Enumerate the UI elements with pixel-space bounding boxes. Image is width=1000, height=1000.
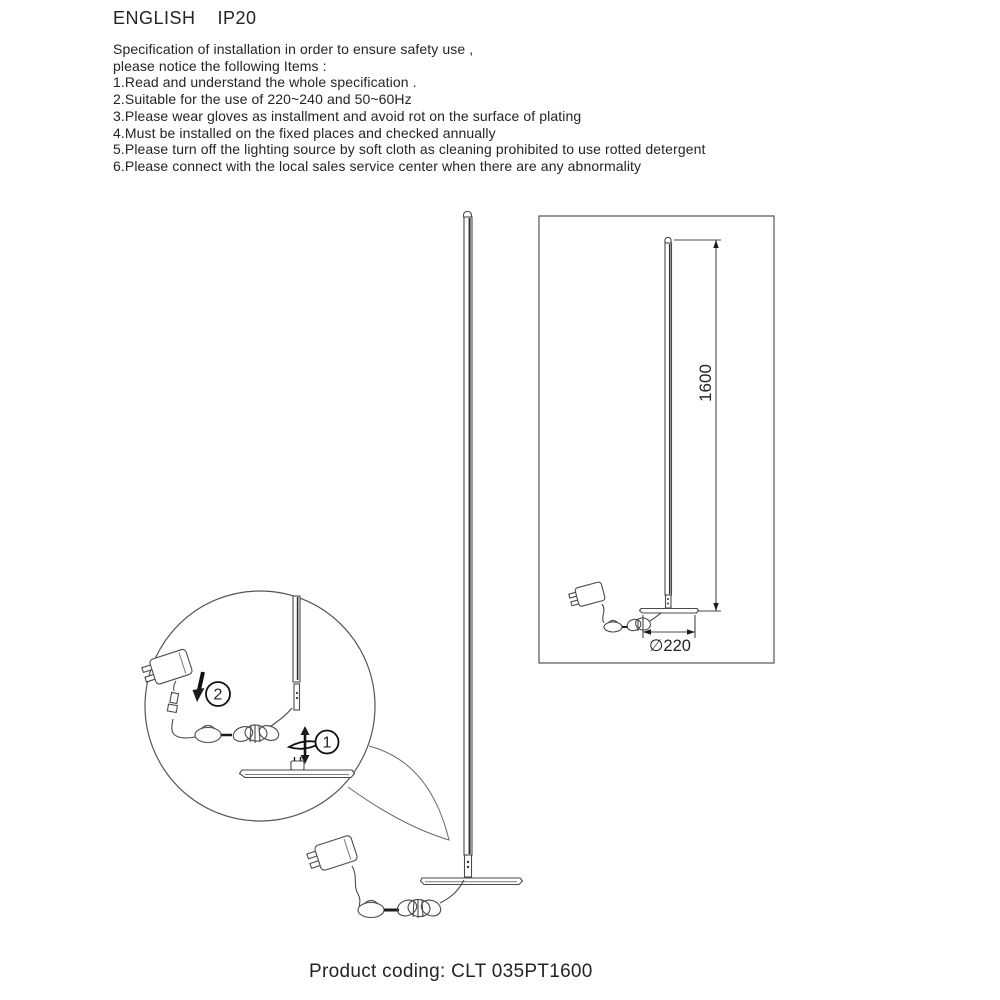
step-2-number: 2: [213, 686, 223, 704]
spec-item-6: 6.Please connect with the local sales service center when there are any abnormality: [113, 157, 642, 174]
spec-item-2: 2.Suitable for the use of 220~240 and 50~60Hz: [113, 91, 412, 108]
detail-circle-outline: [145, 591, 375, 821]
detail-pole: [293, 596, 300, 682]
detail-leader-swoosh: [348, 746, 449, 840]
dim-base-plate: [640, 609, 699, 614]
lamp-pole: [464, 217, 472, 855]
spec-intro-line-1: Specification of installation in order to ensure safety use ,: [113, 41, 474, 57]
power-cord: [352, 866, 360, 908]
foot-switch-icon: [358, 901, 384, 918]
step-1-badge: [316, 731, 339, 754]
dim-lamp-pole: [665, 243, 672, 595]
dimension-box: [539, 216, 774, 663]
diameter-dimension-label: ∅220: [649, 637, 691, 655]
step-2-badge: [206, 682, 230, 706]
dim-foot-switch-icon: [604, 622, 622, 632]
spec-item-1: 1.Read and understand the whole specification .: [113, 74, 417, 91]
spec-intro-line-2: please notice the following Items :: [113, 57, 327, 74]
cable-coil-icon: [395, 897, 443, 918]
ip-rating-label: IP20: [217, 8, 257, 28]
product-coding: Product coding: CLT 035PT1600: [309, 961, 593, 982]
detail-circle: [140, 591, 375, 821]
spec-item-4: 4.Must be installed on the fixed places and checked annually: [113, 124, 496, 141]
language-label: ENGLISH: [113, 8, 196, 28]
height-dimension-label: 1600: [696, 364, 715, 402]
power-adapter-icon: [305, 835, 358, 874]
spec-item-5: 5.Please turn off the lighting source by soft cloth as cleaning prohibited to use rotted detergent: [113, 141, 706, 158]
spec-item-3: 3.Please wear gloves as installment and avoid rot on the surface of plating: [113, 107, 582, 124]
step-1-number: 1: [322, 734, 332, 752]
